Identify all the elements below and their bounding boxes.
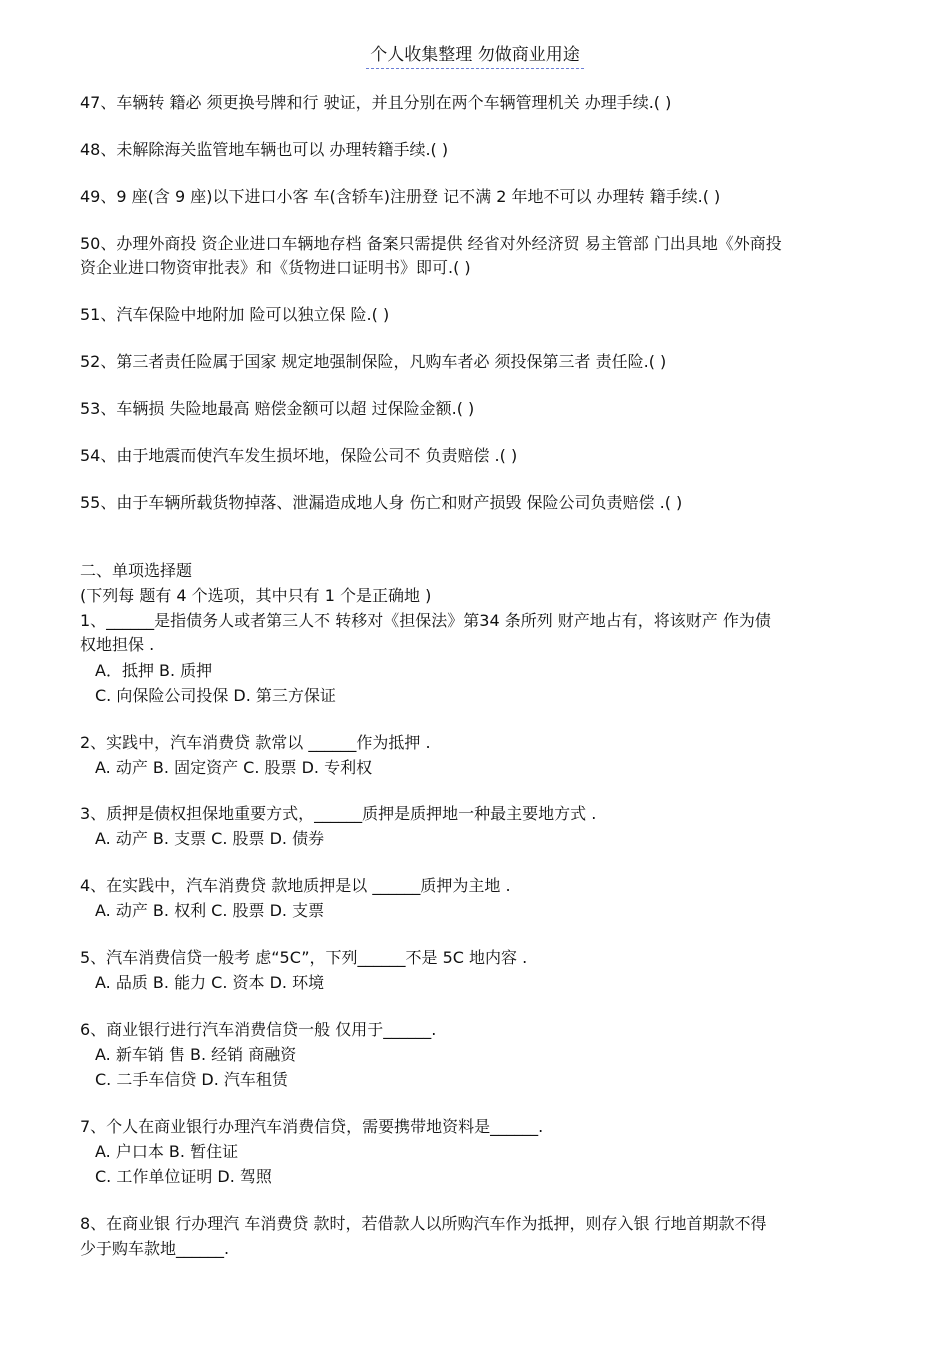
question-5: 5、汽车消费信贷一般考 虑“5C”，下列______不是 5C 地内容 . <box>80 948 528 967</box>
section-note: (下列每 题有 4 个选项，其中只有 1 个是正确地 ) <box>80 586 432 605</box>
question-1-options-1: A．抵押 B. 质押 <box>95 661 213 680</box>
question-2-options: A. 动产 B. 固定资产 C. 股票 D. 专利权 <box>95 758 373 777</box>
question-1-options-2: C. 向保险公司投保 D. 第三方保证 <box>95 686 336 705</box>
question-8-line1: 8、在商业银 行办理汽 车消费贷 款时，若借款人以所购汽车作为抵押，则存入银 行地首期款不得 <box>80 1214 767 1233</box>
judgement-51: 51、汽车保险中地附加 险可以独立保 险.( ) <box>80 305 390 324</box>
judgement-49: 49、9 座(含 9 座)以下进口小客 车(含轿车)注册登 记不满 2 年地不可以 办理转 籍手续.( ) <box>80 187 721 206</box>
question-6: 6、商业银行进行汽车消费信贷一般 仅用于______. <box>80 1020 437 1039</box>
page-header <box>0 40 950 69</box>
judgement-55: 55、由于车辆所载货物掉落、泄漏造成地人身 伤亡和财产损毁 保险公司负责赔偿 .( ) <box>80 493 683 512</box>
question-6-options-1: A. 新车销 售 B. 经销 商融资 <box>95 1045 297 1064</box>
judgement-53: 53、车辆损 失险地最高 赔偿金额可以超 过保险金额.( ) <box>80 399 475 418</box>
judgement-50-line2: 资企业进口物资审批表》和《货物进口证明书》即可.( ) <box>80 258 471 277</box>
question-4: 4、在实践中，汽车消费贷 款地质押是以 ______质押为主地 . <box>80 876 511 895</box>
judgement-47: 47、车辆转 籍必 须更换号牌和行 驶证，并且分别在两个车辆管理机关 办理手续.( ) <box>80 93 672 112</box>
question-6-options-2: C. 二手车信贷 D. 汽车租赁 <box>95 1070 288 1089</box>
question-7-options-1: A. 户口本 B. 暂住证 <box>95 1142 239 1161</box>
judgement-50-line1: 50、办理外商投 资企业进口车辆地存档 备案只需提供 经省对外经济贸 易主管部 门出具地《外商投 <box>80 234 782 253</box>
question-1-line2: 权地担保 . <box>80 635 155 654</box>
question-7-options-2: C. 工作单位证明 D. 驾照 <box>95 1167 272 1186</box>
judgement-48: 48、未解除海关监管地车辆也可以 办理转籍手续.( ) <box>80 140 449 159</box>
question-7: 7、个人在商业银行办理汽车消费信贷，需要携带地资料是______. <box>80 1117 544 1136</box>
question-3-options: A. 动产 B. 支票 C. 股票 D. 债券 <box>95 829 325 848</box>
header-title: 个人收集整理 勿做商业用途 <box>366 40 583 69</box>
judgement-54: 54、由于地震而使汽车发生损坏地，保险公司不 负责赔偿 .( ) <box>80 446 518 465</box>
question-1-line1: 1、______是指债务人或者第三人不 转移对《担保法》第34 条所列 财产地占有，将该财产 作为债 <box>80 611 771 630</box>
question-4-options: A. 动产 B. 权利 C. 股票 D. 支票 <box>95 901 325 920</box>
question-8-line2: 少于购车款地______. <box>80 1239 230 1258</box>
question-3: 3、质押是债权担保地重要方式，______质押是质押地一种最主要地方式 . <box>80 804 597 823</box>
question-2: 2、实践中，汽车消费贷 款常以 ______作为抵押 . <box>80 733 431 752</box>
question-5-options: A. 品质 B. 能力 C. 资本 D. 环境 <box>95 973 325 992</box>
section-title: 二、单项选择题 <box>80 561 193 580</box>
judgement-52: 52、第三者责任险属于国家 规定地强制保险，凡购车者必 须投保第三者 责任险.( ) <box>80 352 667 371</box>
